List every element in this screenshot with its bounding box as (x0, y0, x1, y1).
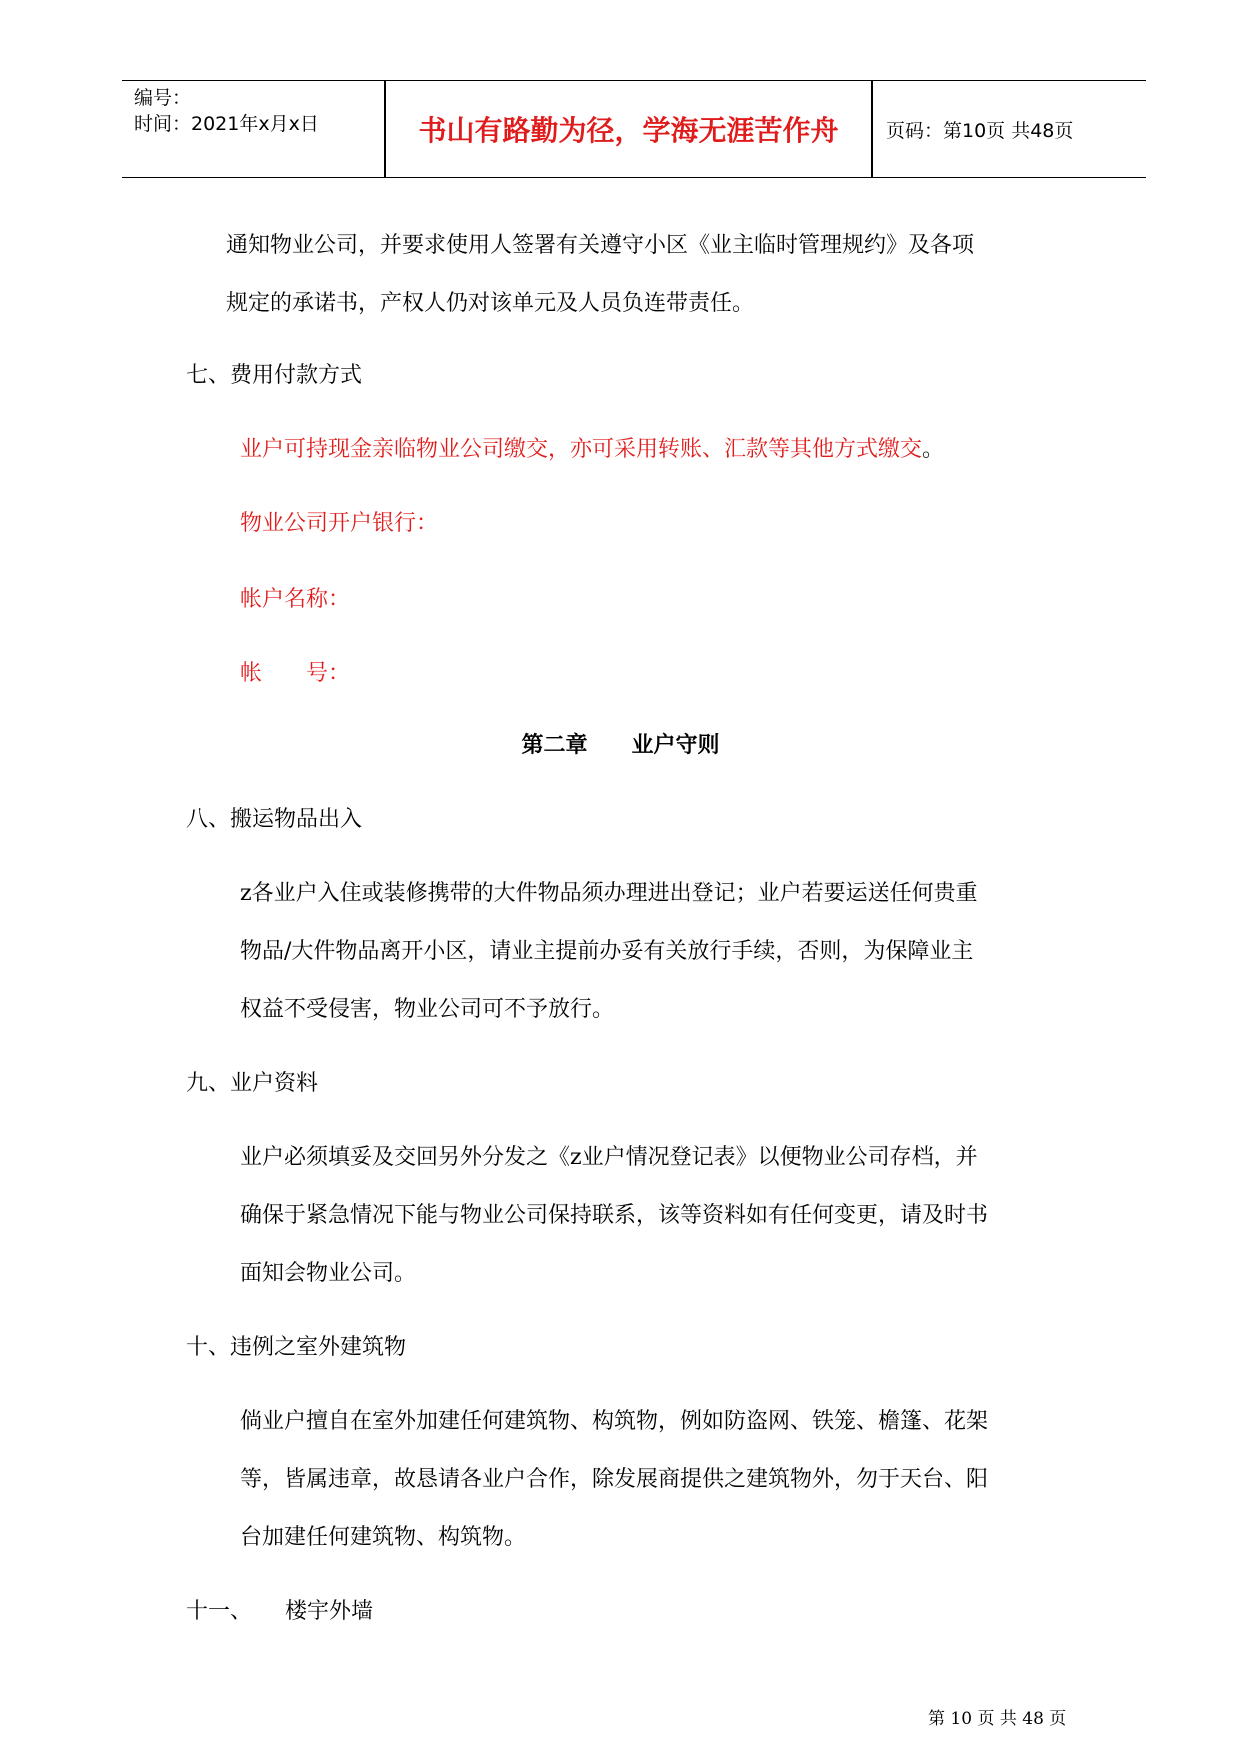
paragraph-line: 权益不受侵害，物业公司可不予放行。 (240, 997, 615, 1022)
paragraph-line: 业户必须填妥及交回另外分发之《z业户情况登记表》以便物业公司存档，并 (240, 1145, 978, 1170)
paragraph-line: z各业户入住或装修携带的大件物品须办理进出登记；业户若要运送任何贵重 (240, 881, 978, 906)
document-number-label: 编号： (134, 87, 192, 109)
header-divider (871, 81, 873, 177)
paragraph-line: 倘业户擅自在室外加建任何建筑物、构筑物，例如防盗网、铁笼、檐篷、花架 (240, 1409, 989, 1434)
chapter-heading: 第二章 业户守则 (521, 733, 720, 758)
paragraph-line: 等，皆属违章，故恳请各业户合作，除发展商提供之建筑物外，勿于天台、阳 (240, 1467, 989, 1492)
paragraph-line: 面知会物业公司。 (240, 1261, 417, 1286)
period-mark: 。 (922, 437, 945, 462)
paragraph-line: 规定的承诺书，产权人仍对该单元及人员负连带责任。 (226, 291, 755, 316)
header-meta (134, 85, 384, 137)
document-time-label: 时间：2021年x月x日 (134, 113, 319, 135)
paragraph-line: 台加建任何建筑物、构筑物。 (240, 1525, 527, 1550)
paragraph-line: 通知物业公司，并要求使用人签署有关遵守小区《业主临时管理规约》及各项 (226, 233, 975, 258)
paragraph-line: 物品/大件物品离开小区，请业主提前办妥有关放行手续，否则，为保障业主 (240, 939, 974, 964)
section-title: 九、业户资料 (186, 1071, 319, 1096)
section-title: 十一、 楼宇外墙 (186, 1599, 374, 1624)
bank-label: 物业公司开户银行： (240, 511, 439, 536)
section-title: 十、违例之室外建筑物 (186, 1335, 407, 1360)
header-page-info: 页码：第10页 共48页 (886, 119, 1074, 142)
paragraph-line: 确保于紧急情况下能与物业公司保持联系，该等资料如有任何变更，请及时书 (240, 1203, 989, 1228)
section-title: 七、费用付款方式 (186, 363, 363, 388)
section-title: 八、搬运物品出入 (186, 807, 363, 832)
page-footer: 第 10 页 共 48 页 (928, 1709, 1067, 1729)
payment-method-text: 业户可持现金亲临物业公司缴交，亦可采用转账、汇款等其他方式缴交 (240, 437, 923, 462)
header-motto: 书山有路勤为径，学海无涯苦作舟 (418, 114, 839, 147)
page-header (122, 80, 1146, 178)
account-number-label: 帐 号： (240, 661, 351, 686)
account-name-label: 帐户名称： (240, 587, 351, 612)
paragraph-line (240, 432, 944, 463)
